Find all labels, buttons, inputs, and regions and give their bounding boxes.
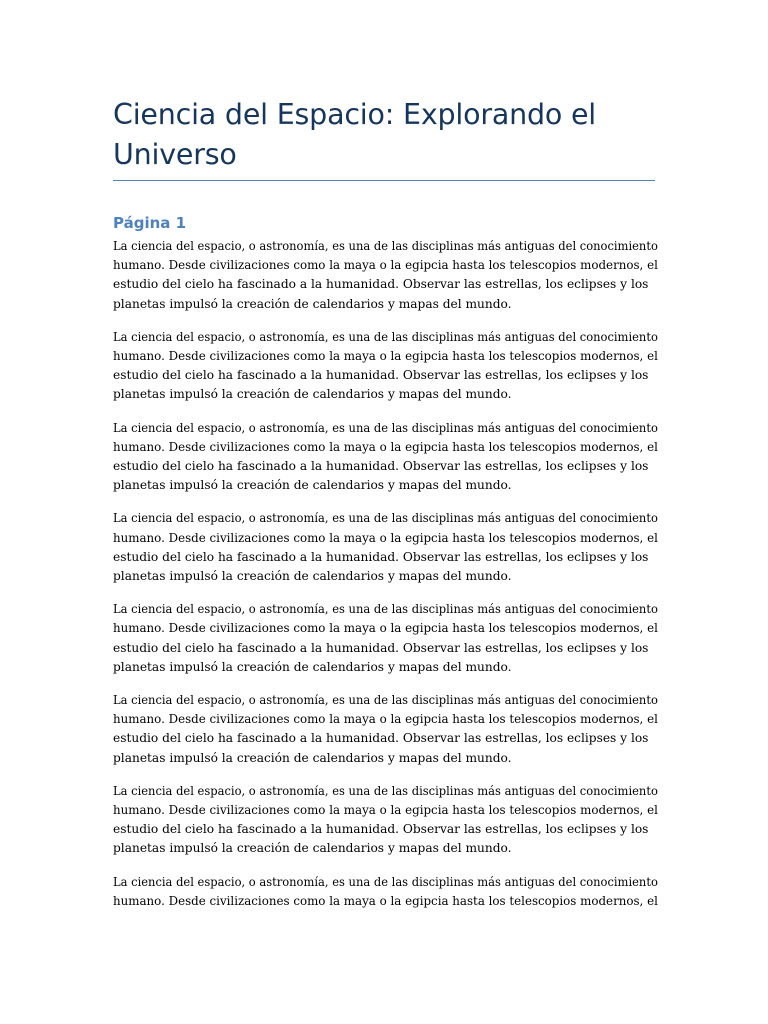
paragraph-line: planetas impulsó la creación de calendarios y mapas del mundo. xyxy=(113,750,512,765)
paragraph-line: humano. Desde civilizaciones como la maya o la egipcia hasta los telescopios modernos, el xyxy=(113,349,658,364)
paragraph-line: planetas impulsó la creación de calendarios y mapas del mundo. xyxy=(113,659,512,674)
paragraph-line: humano. Desde civilizaciones como la maya o la egipcia hasta los telescopios modernos, el xyxy=(113,621,658,636)
paragraph-line: planetas impulsó la creación de calendarios y mapas del mundo. xyxy=(113,387,512,402)
paragraph-line: planetas impulsó la creación de calendarios y mapas del mundo. xyxy=(113,569,512,584)
body-paragraph xyxy=(113,328,658,405)
paragraph-line: La ciencia del espacio, o astronomía, es una de las disciplinas más antiguas del conocimiento xyxy=(113,511,658,526)
paragraph-line: La ciencia del espacio, o astronomía, es una de las disciplinas más antiguas del conocimiento xyxy=(113,874,658,889)
paragraph-line: estudio del cielo ha fascinado a la humanidad. Observar las estrellas, los eclipses y los xyxy=(113,549,649,564)
document-title xyxy=(113,95,658,175)
paragraph-line: La ciencia del espacio, o astronomía, es una de las disciplinas más antiguas del conocimiento xyxy=(113,693,658,708)
section-heading: Página 1 xyxy=(113,214,187,232)
body-paragraph xyxy=(113,600,658,677)
paragraph-line: estudio del cielo ha fascinado a la humanidad. Observar las estrellas, los eclipses y los xyxy=(113,822,649,837)
paragraph-line: estudio del cielo ha fascinado a la humanidad. Observar las estrellas, los eclipses y los xyxy=(113,368,649,383)
paragraph-line: estudio del cielo ha fascinado a la humanidad. Observar las estrellas, los eclipses y los xyxy=(113,731,649,746)
paragraph-line: planetas impulsó la creación de calendarios y mapas del mundo. xyxy=(113,296,512,311)
paragraph-line: planetas impulsó la creación de calendarios y mapas del mundo. xyxy=(113,841,512,856)
paragraph-line: estudio del cielo ha fascinado a la humanidad. Observar las estrellas, los eclipses y los xyxy=(113,640,649,655)
paragraph-line: estudio del cielo ha fascinado a la humanidad. Observar las estrellas, los eclipses y los xyxy=(113,277,649,292)
document-body xyxy=(113,237,658,925)
paragraph-line: humano. Desde civilizaciones como la maya o la egipcia hasta los telescopios modernos, el xyxy=(113,439,658,454)
title-line: Universo xyxy=(113,138,237,171)
paragraph-line: humano. Desde civilizaciones como la maya o la egipcia hasta los telescopios modernos, el xyxy=(113,893,658,908)
body-paragraph xyxy=(113,237,658,314)
paragraph-line: estudio del cielo ha fascinado a la humanidad. Observar las estrellas, los eclipses y los xyxy=(113,459,649,474)
body-paragraph xyxy=(113,419,658,496)
paragraph-line: humano. Desde civilizaciones como la maya o la egipcia hasta los telescopios modernos, el xyxy=(113,258,658,273)
body-paragraph xyxy=(113,509,658,586)
paragraph-line: La ciencia del espacio, o astronomía, es una de las disciplinas más antiguas del conocimiento xyxy=(113,602,658,617)
body-paragraph xyxy=(113,873,658,911)
body-paragraph xyxy=(113,691,658,768)
paragraph-line: planetas impulsó la creación de calendarios y mapas del mundo. xyxy=(113,478,512,493)
title-line: Ciencia del Espacio: Explorando el xyxy=(113,98,597,131)
paragraph-line: humano. Desde civilizaciones como la maya o la egipcia hasta los telescopios modernos, el xyxy=(113,530,658,545)
paragraph-line: La ciencia del espacio, o astronomía, es una de las disciplinas más antiguas del conocimiento xyxy=(113,239,658,253)
paragraph-line: humano. Desde civilizaciones como la maya o la egipcia hasta los telescopios modernos, el xyxy=(113,803,658,818)
body-paragraph xyxy=(113,782,658,859)
paragraph-line: La ciencia del espacio, o astronomía, es una de las disciplinas más antiguas del conocimiento xyxy=(113,329,658,344)
paragraph-line: La ciencia del espacio, o astronomía, es una de las disciplinas más antiguas del conocimiento xyxy=(113,420,658,435)
paragraph-line: humano. Desde civilizaciones como la maya o la egipcia hasta los telescopios modernos, el xyxy=(113,712,658,727)
title-divider xyxy=(113,180,655,181)
paragraph-line: La ciencia del espacio, o astronomía, es una de las disciplinas más antiguas del conocimiento xyxy=(113,783,658,798)
